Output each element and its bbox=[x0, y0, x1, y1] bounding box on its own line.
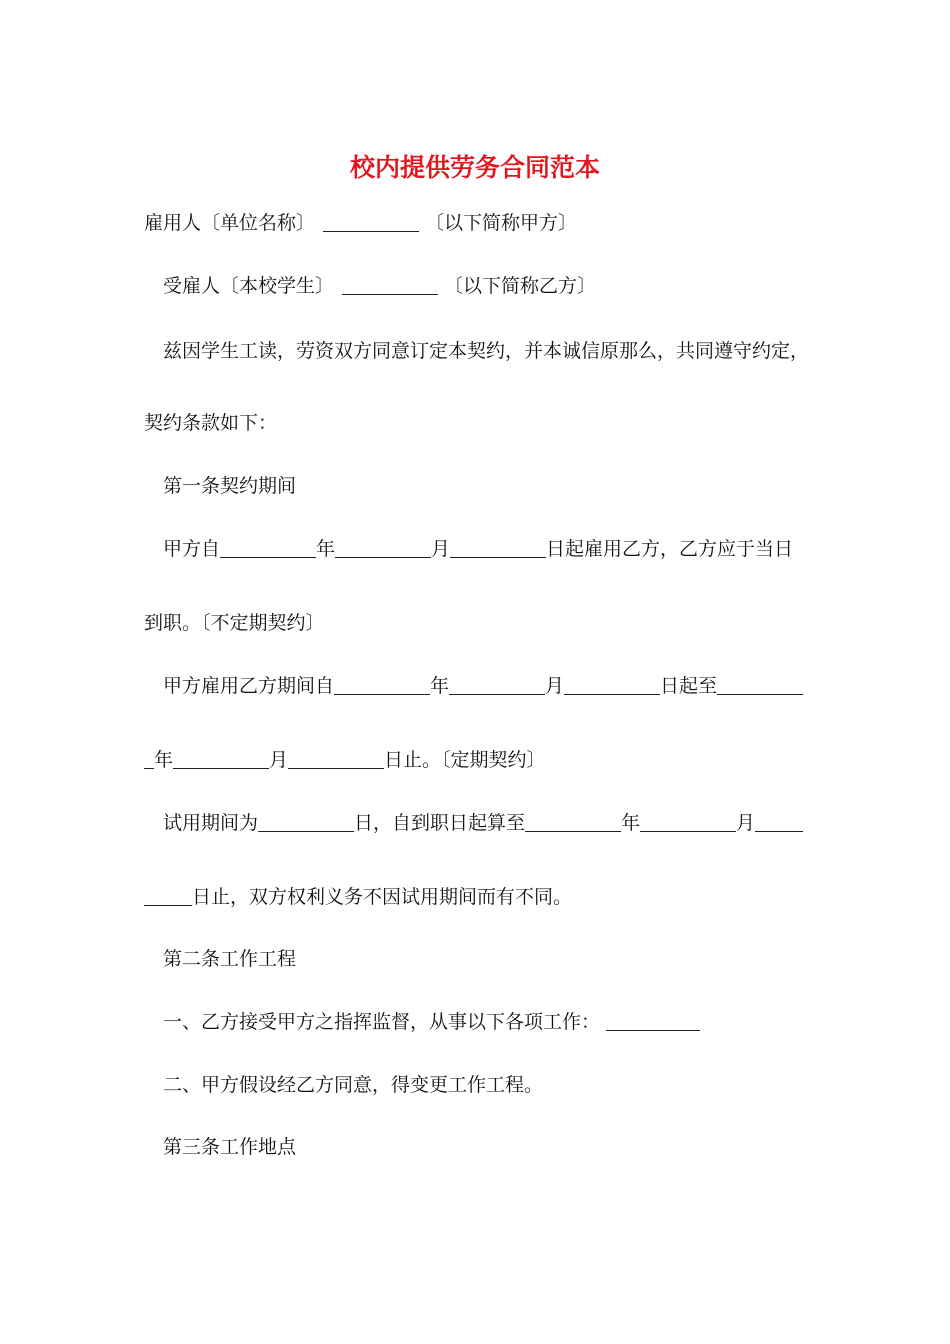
probation-month-blank[interactable] bbox=[640, 811, 736, 832]
preamble-line: 兹因学生工读，劳资双方同意订定本契约，并本诚信原那么，共同遵守约定， bbox=[163, 340, 810, 362]
employer-line bbox=[144, 209, 577, 237]
period-line bbox=[163, 672, 803, 700]
probation-middle: 日，自到职日起算至 bbox=[354, 812, 526, 834]
work-items-line bbox=[163, 1008, 700, 1036]
month-label: 月 bbox=[545, 675, 565, 697]
probation-line-continued bbox=[144, 883, 572, 911]
start-year-blank[interactable] bbox=[220, 537, 316, 558]
period-end-year-blank-tail[interactable] bbox=[144, 748, 154, 769]
year-label: 年 bbox=[621, 812, 641, 834]
employer-name-blank[interactable] bbox=[323, 211, 419, 232]
start-day-blank[interactable] bbox=[450, 537, 546, 558]
work-items-blank[interactable] bbox=[606, 1010, 700, 1031]
preamble-line-continued: 契约条款如下： bbox=[144, 412, 278, 434]
year-label: 年 bbox=[154, 749, 174, 771]
month-label: 月 bbox=[269, 749, 289, 771]
indefinite-contract-line: 到职。〔不定期契约〕 bbox=[144, 612, 325, 634]
year-label: 年 bbox=[316, 538, 336, 560]
employer-label: 雇用人〔单位名称〕 bbox=[144, 212, 316, 234]
start-date-line bbox=[163, 535, 793, 563]
probation-days-blank[interactable] bbox=[258, 811, 354, 832]
start-date-prefix: 甲方自 bbox=[163, 538, 221, 560]
work-change-line: 二、甲方假设经乙方同意，得变更工作工程。 bbox=[163, 1074, 544, 1096]
probation-line bbox=[163, 809, 803, 837]
month-label: 月 bbox=[431, 538, 451, 560]
fixed-contract-note: 日止。〔定期契约〕 bbox=[384, 749, 546, 771]
year-label: 年 bbox=[430, 675, 450, 697]
probation-year-blank[interactable] bbox=[525, 811, 621, 832]
probation-suffix: 日止，双方权利义务不因试用期间而有不同。 bbox=[192, 886, 573, 908]
probation-day-blank[interactable] bbox=[755, 811, 803, 832]
start-date-suffix: 日起雇用乙方，乙方应于当日 bbox=[546, 538, 794, 560]
employee-name-blank[interactable] bbox=[342, 274, 438, 295]
probation-prefix: 试用期间为 bbox=[163, 812, 259, 834]
period-end-year-blank[interactable] bbox=[717, 674, 803, 695]
article-2-heading: 第二条工作工程 bbox=[163, 948, 297, 970]
period-end-month-blank[interactable] bbox=[173, 748, 269, 769]
article-1-heading: 第一条契约期间 bbox=[163, 475, 297, 497]
period-start-year-blank[interactable] bbox=[334, 674, 430, 695]
month-label: 月 bbox=[736, 812, 756, 834]
article-3-heading: 第三条工作地点 bbox=[163, 1136, 297, 1158]
employee-line bbox=[163, 272, 596, 300]
start-month-blank[interactable] bbox=[335, 537, 431, 558]
period-start-day-blank[interactable] bbox=[564, 674, 660, 695]
period-end-day-blank[interactable] bbox=[288, 748, 384, 769]
document-title: 校内提供劳务合同范本 bbox=[349, 153, 600, 182]
work-items-text: 一、乙方接受甲方之指挥监督，从事以下各项工作： bbox=[163, 1011, 601, 1033]
period-line-continued bbox=[144, 746, 546, 774]
employee-note: 〔以下简称乙方〕 bbox=[444, 275, 597, 297]
period-prefix: 甲方雇用乙方期间自 bbox=[163, 675, 335, 697]
probation-day-blank-tail[interactable] bbox=[144, 885, 192, 906]
period-until-label: 日起至 bbox=[660, 675, 718, 697]
employee-label: 受雇人〔本校学生〕 bbox=[163, 275, 335, 297]
employer-note: 〔以下简称甲方〕 bbox=[425, 212, 578, 234]
period-start-month-blank[interactable] bbox=[449, 674, 545, 695]
